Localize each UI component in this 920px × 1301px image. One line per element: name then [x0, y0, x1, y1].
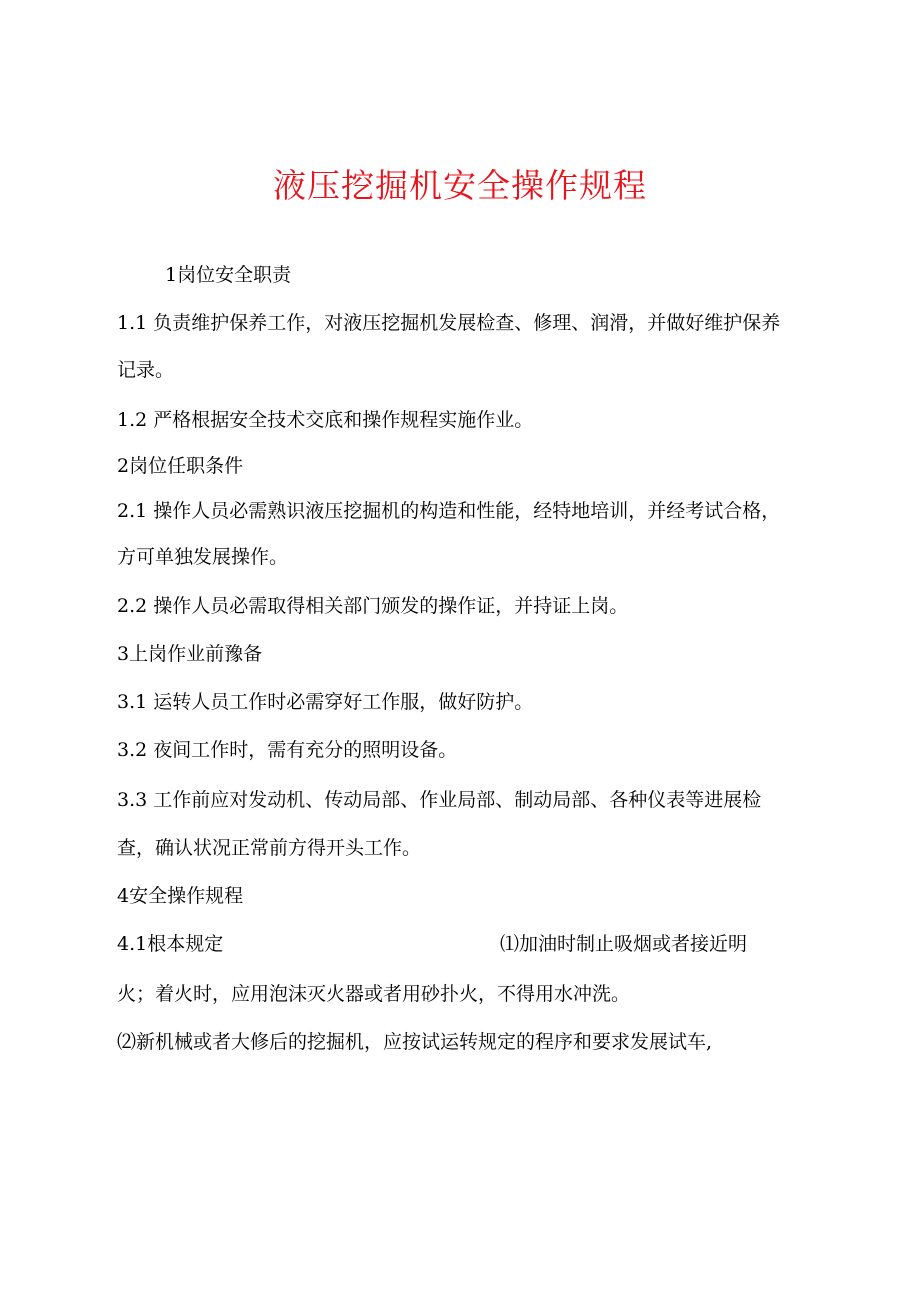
paragraph-line: 4.1根本规定: [117, 933, 224, 955]
paragraph-line: 3.1 运转人员工作时必需穿好工作服，做好防护。: [117, 691, 534, 713]
section-heading-4: 4安全操作规程: [117, 885, 244, 907]
paragraph-line: 3.2 夜间工作时，需有充分的照明设备。: [117, 739, 458, 761]
paragraph-line: 方可单独发展操作。: [117, 546, 289, 568]
section-heading-3: 3上岗作业前豫备: [117, 643, 263, 665]
document-title: 液压挖掘机安全操作规程: [273, 166, 647, 205]
paragraph-line: 2.1 操作人员必需熟识液压挖掘机的构造和性能，经特地培训，并经考试合格，: [117, 500, 781, 522]
paragraph-line: 2.2 操作人员必需取得相关部门颁发的操作证，并持证上岗。: [117, 595, 629, 617]
paragraph-line: 火；着火时，应用泡沫灭火器或者用砂扑火，不得用水冲洗。: [117, 983, 631, 1005]
paragraph-line: 1.1 负责维护保养工作，对液压挖掘机发展检查、修理、润滑，并做好维护保养: [117, 312, 781, 334]
paragraph-line: 记录。: [117, 359, 175, 381]
paragraph-line: 1.2 严格根据安全技术交底和操作规程实施作业。: [117, 409, 534, 431]
paragraph-line: 查，确认状况正常前方得开头工作。: [117, 837, 422, 859]
paragraph-line: ⑴加油时制止吸烟或者接近明: [500, 933, 748, 955]
section-heading-1: 1岗位安全职责: [165, 264, 292, 286]
paragraph-line: ⑵新机械或者大修后的挖掘机，应按试运转规定的程序和要求发展试车,: [117, 1031, 713, 1053]
section-heading-2: 2岗位任职条件: [117, 455, 244, 477]
paragraph-line: 3.3 工作前应对发动机、传动局部、作业局部、制动局部、各种仪表等进展检: [117, 789, 762, 811]
